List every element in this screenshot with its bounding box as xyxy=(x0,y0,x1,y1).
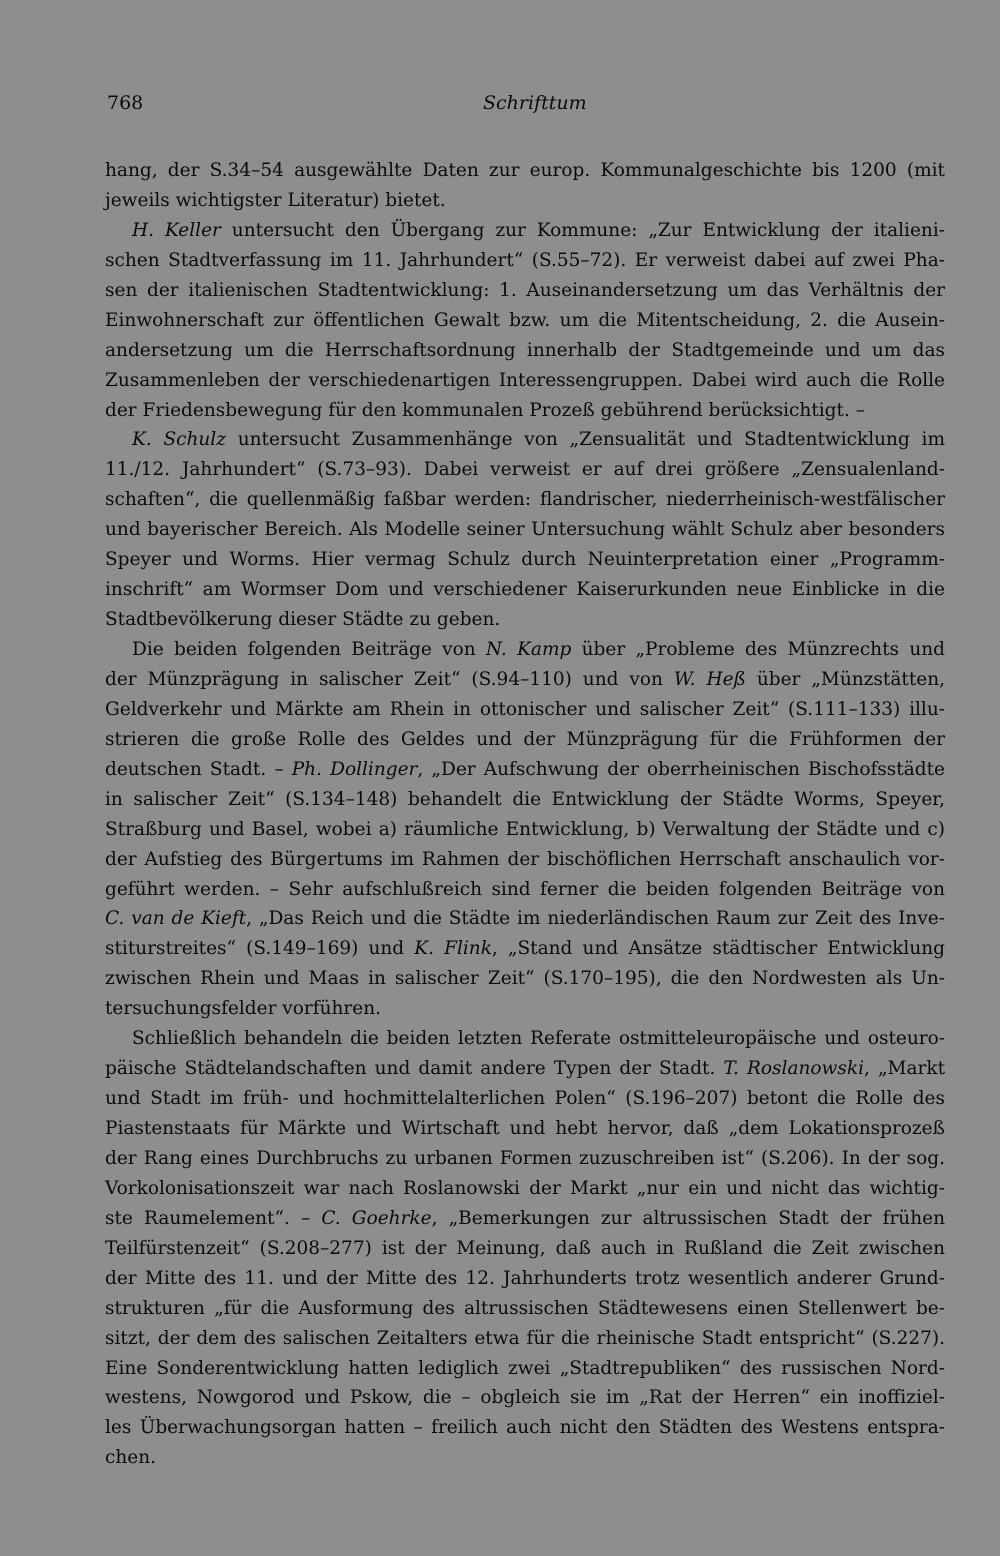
text-line xyxy=(105,635,945,665)
text-line xyxy=(105,725,945,755)
text-run: schaften“, die quellenmäßig faßbar werden: flandrischer, niederrheinisch-westfälischer xyxy=(105,489,945,511)
text-run: strukturen „für die Ausformung des altrussischen Städtewesens einen Stellenwert be- xyxy=(105,1297,945,1319)
text-run: Straßburg und Basel, wobei a) räumliche Entwicklung, b) Verwaltung der Städte und c) xyxy=(105,818,945,840)
text-line xyxy=(105,336,945,366)
text-run: Schließlich behandeln die beiden letzten Referate ostmitteleuropäische und osteuro- xyxy=(132,1028,945,1050)
text-run: stiturstreites“ (S.149–169) und xyxy=(105,938,415,960)
text-run: der Rang eines Durchbruchs zu urbanen Formen zuzuschreiben ist“ (S.206). In der sog. xyxy=(105,1147,945,1169)
text-line xyxy=(105,186,945,216)
text-line xyxy=(105,366,945,396)
text-run: , „Das Reich und die Städte im niederländischen Raum zur Zeit des Inve- xyxy=(246,908,945,930)
text-line xyxy=(105,156,945,186)
text-line xyxy=(105,785,945,815)
text-line xyxy=(105,964,945,994)
text-line xyxy=(105,904,945,934)
text-line xyxy=(105,1144,945,1174)
text-run: ste Raumelement“. – xyxy=(105,1207,322,1229)
text-run: über „Probleme des Münzrechts und xyxy=(571,639,945,660)
text-run: päische Städtelandschaften und damit andere Typen der Stadt. xyxy=(105,1058,724,1080)
text-run: andersetzung um die Herrschaftsordnung innerhalb der Stadtgemeinde und um das xyxy=(105,339,945,361)
text-run: schen Stadtverfassung im 11. Jahrhundert“ (S.55–72). Er verweist dabei auf zwei Pha- xyxy=(105,249,945,271)
text-line xyxy=(105,605,945,635)
author-name: K. Flink xyxy=(414,938,492,960)
text-run: geführt werden. – Sehr aufschlußreich sind ferner die beiden folgenden Beiträge von xyxy=(105,878,945,900)
text-line xyxy=(105,934,945,964)
text-run: Stadtbevölkerung dieser Städte zu geben. xyxy=(105,609,501,631)
text-run: Die beiden folgenden Beiträge von xyxy=(132,639,486,660)
text-line xyxy=(105,1383,945,1413)
text-run: untersucht den Übergang zur Kommune: „Zur Entwicklung der italieni- xyxy=(220,219,945,241)
text-run: westens, Nowgorod und Pskow, die – obgleich sie im „Rat der Herren“ ein inoffiziel- xyxy=(105,1387,945,1409)
text-line xyxy=(105,665,945,695)
text-run: Speyer und Worms. Hier vermag Schulz durch Neuinterpretation einer „Programm- xyxy=(105,549,945,571)
text-run: , „Markt xyxy=(864,1058,946,1080)
author-name: H. Keller xyxy=(132,219,221,241)
text-run: tersuchungsfelder vorführen. xyxy=(105,998,382,1020)
text-line xyxy=(105,1204,945,1234)
text-run: , „Stand und Ansätze städtischer Entwicklung xyxy=(491,938,945,960)
text-run: 11./12. Jahrhundert“ (S.73–93). Dabei verweist er auf drei größere „Zensualenland- xyxy=(105,459,945,481)
text-run: Eine Sonderentwicklung hatten lediglich zwei „Stadtrepubliken“ des russischen Nord- xyxy=(105,1357,945,1379)
text-line xyxy=(105,1174,945,1204)
text-line xyxy=(105,845,945,875)
text-line xyxy=(105,246,945,276)
text-line xyxy=(105,1354,945,1384)
text-run: chen. xyxy=(105,1447,157,1469)
text-line xyxy=(105,1114,945,1144)
text-line xyxy=(105,1413,945,1443)
text-line xyxy=(105,575,945,605)
text-run: Vorkolonisationszeit war nach Roslanowski der Markt „nur ein und nicht das wichtig- xyxy=(105,1177,945,1199)
text-run: hang, der S.34–54 ausgewählte Daten zur europ. Kommunalgeschichte bis 1200 (mit xyxy=(105,160,945,181)
text-run: Piastenstaats für Märkte und Wirtschaft und hebt hervor, daß „dem Lokationsprozeß xyxy=(105,1118,945,1139)
text-run: Geldverkehr und Märkte am Rhein in ottonischer und salischer Zeit“ (S.111–133) illu- xyxy=(105,698,945,720)
author-name: K. Schulz xyxy=(132,429,226,451)
author-name: C. Goehrke xyxy=(321,1207,432,1229)
text-run: , „Bemerkungen zur altrussischen Stadt der frühen xyxy=(431,1207,945,1229)
text-line xyxy=(105,1234,945,1264)
text-run: Teilfürstenzeit“ (S.208–277) ist der Meinung, daß auch in Rußland die Zeit zwischen xyxy=(105,1237,945,1259)
text-run: sen der italienischen Stadtentwicklung: 1. Auseinandersetzung um das Verhältnis der xyxy=(105,279,945,301)
text-run: der Mitte des 11. und der Mitte des 12. Jahrhunderts trotz wesentlich anderer Grund- xyxy=(105,1267,945,1289)
text-line xyxy=(105,1443,945,1473)
text-run: untersucht Zusammenhänge von „Zensualität und Stadtentwicklung im xyxy=(225,429,945,451)
text-line xyxy=(105,276,945,306)
text-line xyxy=(105,1294,945,1324)
text-run: der Friedensbewegung für den kommunalen Prozeß gebührend berücksichtigt. – xyxy=(105,399,865,421)
page-header xyxy=(107,92,947,122)
text-line xyxy=(105,216,945,246)
text-run: und Stadt im früh- und hochmittelalterlichen Polen“ (S.196–207) betont die Rolle des xyxy=(105,1088,945,1110)
text-line xyxy=(105,545,945,575)
text-line xyxy=(105,1324,945,1354)
running-head: Schrifttum xyxy=(483,92,587,114)
text-run: Zusammenleben der verschiedenartigen Interessengruppen. Dabei wird auch die Rolle xyxy=(105,369,945,391)
text-line xyxy=(105,1024,945,1054)
author-name: N. Kamp xyxy=(485,639,572,660)
text-line xyxy=(105,1264,945,1294)
text-run: sitzt, der dem des salischen Zeitalters etwa für die rheinische Stadt entspricht“ (S.227). xyxy=(105,1327,945,1349)
text-run: zwischen Rhein und Maas in salischer Zeit“ (S.170–195), die den Nordwesten als Un- xyxy=(105,968,945,990)
author-name: C. van de Kieft xyxy=(105,908,247,930)
text-line xyxy=(105,396,945,426)
text-run: über „Münzstätten, xyxy=(745,668,946,690)
text-line xyxy=(105,306,945,336)
author-name: W. Heß xyxy=(673,668,746,690)
text-run: in salischer Zeit“ (S.134–148) behandelt die Entwicklung der Städte Worms, Speyer, xyxy=(105,788,945,810)
page-number: 768 xyxy=(107,92,144,114)
text-line xyxy=(105,815,945,845)
text-run: jeweils wichtigster Literatur) bietet. xyxy=(105,189,446,211)
text-line xyxy=(105,755,945,785)
text-line xyxy=(105,1084,945,1114)
text-run: deutschen Stadt. – xyxy=(105,758,292,780)
author-name: T. Roslanowski xyxy=(723,1058,865,1080)
text-run: Einwohnerschaft zur öffentlichen Gewalt bzw. um die Mitentscheidung, 2. die Ausein- xyxy=(105,309,945,331)
text-run: der Aufstieg des Bürgertums im Rahmen der bischöflichen Herrschaft anschaulich vor- xyxy=(105,848,945,870)
text-line xyxy=(105,515,945,545)
text-line xyxy=(105,455,945,485)
text-run: , „Der Aufschwung der oberrheinischen Bischofsstädte xyxy=(417,758,945,780)
text-run: und bayerischer Bereich. Als Modelle seiner Untersuchung wählt Schulz aber besonders xyxy=(105,519,945,541)
text-line xyxy=(105,695,945,725)
text-run: der Münzprägung in salischer Zeit“ (S.94–110) und von xyxy=(105,668,674,690)
text-run: les Überwachungsorgan hatten – freilich auch nicht den Städten des Westens entspra- xyxy=(105,1417,945,1439)
page-body xyxy=(105,156,945,1473)
author-name: Ph. Dollinger xyxy=(291,758,418,780)
text-line xyxy=(105,485,945,515)
text-line xyxy=(105,1054,945,1084)
text-run: strieren die große Rolle des Geldes und der Münzprägung für die Frühformen der xyxy=(105,728,945,750)
text-run: inschrift“ am Wormser Dom und verschiedener Kaiserurkunden neue Einblicke in die xyxy=(105,579,945,601)
text-line xyxy=(105,994,945,1024)
text-line xyxy=(105,875,945,905)
text-line xyxy=(105,425,945,455)
